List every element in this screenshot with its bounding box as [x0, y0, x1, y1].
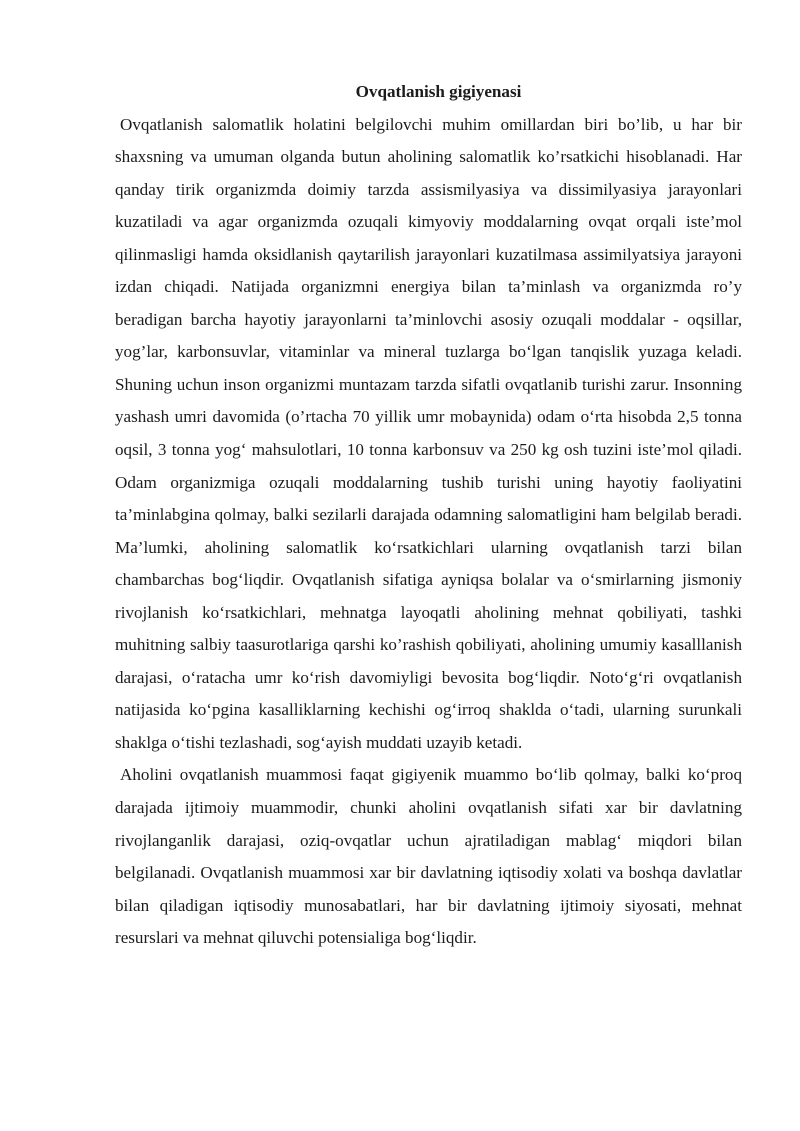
document-title: Ovqatlanish gigiyenasi: [355, 82, 522, 101]
paragraph-2: Aholini ovqatlanish muammosi faqat gigiyenik muammo bo‘lib qolmay, balki ko‘proq darajada ijtimoiy muammodir, chunki aholini ovqatlanish sifati xar bir davlatning rivojlanganlik darajasi, oziq-ovqatlar uchun ajratiladigan mablag‘ miqdori bilan belgilanadi. Ovqatlanish muammosi xar bir davlatning iqtisodiy xolati va boshqa davlatlar bilan qiladigan iqtisodiy munosabatlari, har bir davlatning ijtimoiy siyosati, mehnat resurslari va mehnat qiluvchi potensialiga bog‘liqdir.: [115, 765, 742, 948]
paragraph-1: Ovqatlanish salomatlik holatini belgilovchi muhim omillardan biri bo’lib, u har bir shaxsning va umuman olganda butun aholining salomatlik ko’rsatkichi hisoblanadi. Har qanday tirik organizmda doimiy tarzda assismilyasiya va dissimilyasiya jarayonlari kuzatiladi va agar organizmda ozuqali kimyoviy moddalarning ovqat orqali iste’mol qilinmasligi hamda oksidlanish qaytarilish jarayonlari kuzatilmasa assimilyatsiya jarayoni izdan chiqadi. Natijada organizmni energiya bilan ta’minlash va organizmda ro’y beradigan barcha hayotiy jarayonlarni ta’minlovchi asosiy ozuqali moddalar - oqsillar, yog’lar, karbonsuvlar, vitaminlar va mineral tuzlarga bo‘lgan tanqislik yuzaga keladi. Shuning uchun inson organizmi muntazam tarzda sifatli ovqatlanib turishi zarur. Insonning yashash umri davomida (o’rtacha 70 yillik umr mobaynida) odam o‘rta hisobda 2,5 tonna oqsil, 3 tonna yog‘ mahsulotlari, 10 tonna karbonsuv va 250 kg osh tuzini iste’mol qiladi. Odam organizmiga ozuqali moddalarning tushib turishi uning hayotiy faoliyatini ta’minlabgina qolmay, balki sezilarli darajada odamning salomatligini ham belgilab beradi. Ma’lumki, aholining salomatlik ko‘rsatkichlari ularning ovqatlanish tarzi bilan chambarchas bog‘liqdir. Ovqatlanish sifatiga ayniqsa bolalar va o‘smirlarning jismoniy rivojlanish ko‘rsatkichlari, mehnatga layoqatli aholining mehnat qobiliyati, tashki muhitning salbiy taasurotlariga qarshi ko’rashish qobiliyati, aholining umumiy kasalllanish darajasi, o‘ratacha umr ko‘rish davomiyligi bevosita bog‘liqdir. Noto‘g‘ri ovqatlanish natijasida ko‘pgina kasalliklarning kechishi og‘irroq shaklda o‘tadi, ularning surunkali shaklga o‘tishi tezlashadi, sog‘ayish muddati uzayib ketadi.: [115, 114, 742, 752]
document-body: [115, 76, 742, 955]
